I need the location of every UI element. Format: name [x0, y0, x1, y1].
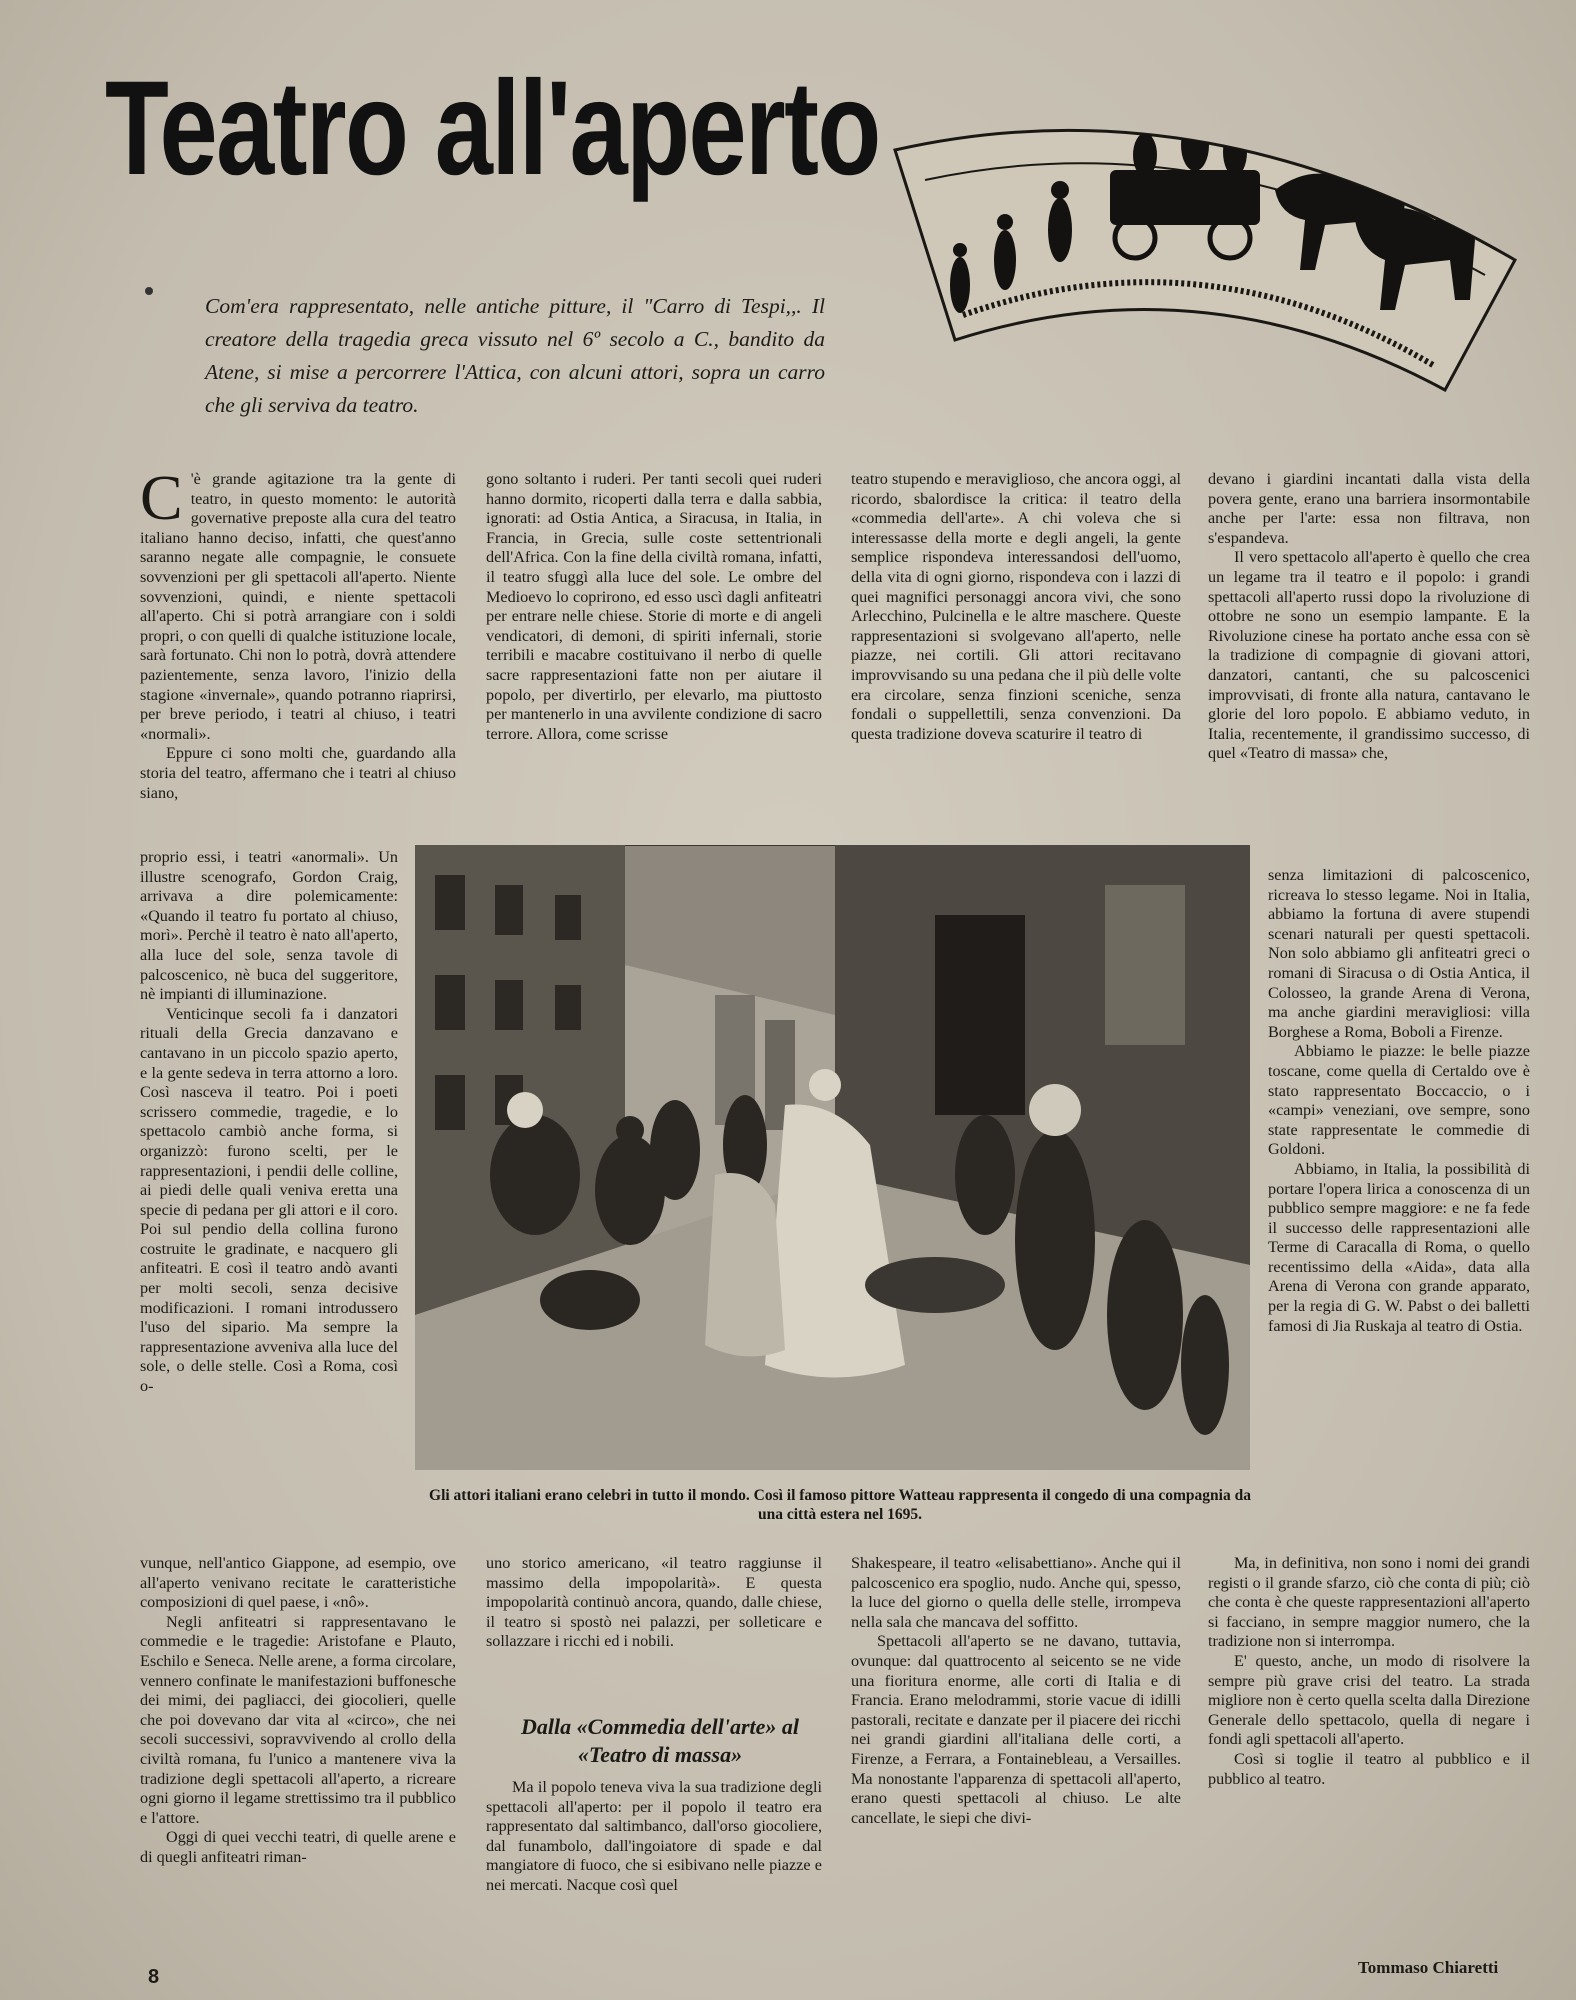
- column-2c: [486, 1778, 822, 1896]
- paragraph: Abbiamo le piazze: le belle piazze toscane, come quella di Certaldo ove è stato rappresentato Boccaccio, o i «campi» veneziani, ove sempre, sono state rappresentate le commedie di Goldoni.: [1268, 1042, 1530, 1159]
- paragraph: Così si toglie il teatro al pubblico e il pubblico al teatro.: [1208, 1749, 1530, 1788]
- column-4b: [1268, 866, 1530, 1336]
- decorative-dot: [145, 287, 153, 295]
- paragraph: senza limitazioni di palcoscenico, ricreava lo stesso legame. Noi in Italia, abbiamo la fortuna di avere stupendi scenari naturali per questi spettacoli. Non solo abbiamo gli anfiteatri greci o romani di Siracusa o di Ostia Antica, il Colosseo, la grande Arena di Verona, ma anche giardini meravigliosi: villa Borghese a Roma, Boboli a Firenze.: [1268, 866, 1530, 1041]
- photo-caption: Gli attori italiani erano celebri in tutto il mondo. Così il famoso pittore Watteau rappresenta il congedo di una compagnia da una città estera nel 1695.: [429, 1487, 1251, 1523]
- paragraph: teatro stupendo e meraviglioso, che ancora oggi, al ricordo, sbalordisce la critica: il teatro della «commedia dell'arte». A chi voleva che si interessasse della morte e degli angeli, la gente semplice rispondeva interessandosi dell'uomo, della vita di ogni giorno, rispondeva con i lazzi di quei magnifici personaggi ancora vivi, che sono Arlecchino, Pulcinella e le altre maschere. Queste rappresentazioni si svolgevano all'aperto, nelle piazze, nei cortili. Gli attori recitavano improvvisando su una pedana che il più delle volte era circolare, senza finzioni sceniche, senza fondali o suppellettili, senza convenzioni. Da questa tradizione doveva scaturire il teatro di: [851, 470, 1181, 743]
- drop-cap: C: [140, 462, 183, 533]
- greek-vase-painting: [885, 110, 1525, 420]
- paragraph: Ma, in definitiva, non sono i nomi dei grandi registi o il grande sfarzo, ciò che conta di più; ciò che conta è che queste rappresentazioni all'aperto si facciano, in sempre maggior numero, che la tradizione non si interrompa.: [1208, 1554, 1530, 1651]
- section-heading: Dalla «Commedia dell'arte» al «Teatro di massa»: [520, 1714, 800, 1767]
- paragraph: devano i giardini incantati dalla vista della povera gente, erano una barriera insormontabile anche per l'arte: essa non filtrava, non s'espandeva.: [1208, 470, 1530, 547]
- column-3: [851, 470, 1181, 744]
- paragraph: Abbiamo, in Italia, la possibilità di portare l'opera lirica a conoscenza di un pubblico sempre maggiore: e ne fa fede il successo delle rappresentazioni alle Terme di Caracalla di Roma, o quello recentissimo della «Aida», data alla Arena di Verona con grande apparato, per la regia di G. W. Pabst o dei balletti famosi di Jia Ruskaja al teatro di Ostia.: [1268, 1159, 1530, 1335]
- paragraph: Venticinque secoli fa i danzatori rituali della Grecia danzavano e cantavano in un piccolo spazio aperto, e la gente sedeva in terra attorno a loro. Così nasceva il teatro. Poi i poeti scrissero commedie, tragedie, e lo spettacolo cambiò anche forma, si organizzò: furono scelti, per le rappresentazioni, i pendii delle colline, ai piedi delle quali veniva eretta una specie di pedana per gli attori e il coro. Poi sul pendio della collina furono costruite le gradinate, e nacquero gli anfiteatri. E così il teatro andò avanti per molti secoli, senza decisive modificazioni. I romani introdussero l'uso del sipario. Ma sempre la rappresentazione avveniva alla luce del sole, o delle stelle. Così a Roma, così o-: [140, 1004, 398, 1396]
- paragraph: Negli anfiteatri si rappresentavano le commedie e le tragedie: Aristofane e Plauto, Eschilo e Seneca. Nelle arene, a forma circolare, vennero confinate le manifestazioni buffonesche dei mimi, dei pagliacci, dei giocolieri, quelle che poi dovevano dar vita al «circo», che nei secoli successivi, sopravvivendo al crollo della civiltà romana, fu l'unico a mantenere viva la tradizione degli spettacoli all'aperto, a ricreare ogni giorno il legame strettissimo tra il pubblico e l'attore.: [140, 1612, 456, 1827]
- article-subtitle: Com'era rappresentato, nelle antiche pitture, il "Carro di Tespi,,. Il creatore della tragedia greca vissuto nel 6º secolo a C., bandito da Atene, si mise a percorrere l'Attica, con alcuni attori, sopra un carro che gli serviva da teatro.: [205, 294, 825, 417]
- paragraph: vunque, nell'antico Giappone, ad esempio, ove all'aperto venivano recitate le caratteristiche composizioni di quel paese, i «nô».: [140, 1554, 456, 1612]
- paragraph: Ma il popolo teneva viva la sua tradizione degli spettacoli all'aperto: per il popolo il teatro era rappresentato dal saltimbanco, dall'orso giocoliere, dal funambolo, dall'ingoiatore di spade e dal mangiatore di fuoco, che si esibivano nelle piazze e nei mercati. Nacque così quel: [486, 1778, 822, 1894]
- author-byline: Tommaso Chiaretti: [1358, 1958, 1499, 1977]
- column-2: [486, 470, 822, 744]
- column-1c: [140, 1554, 456, 1868]
- column-4c: [1208, 1554, 1530, 1789]
- paragraph: uno storico americano, «il teatro raggiunse il massimo della impopolarità». E questa impopolarità continuò ancora, quando, dalle chiese, il teatro si spostò nei palazzi, per solleticare e sollazzare i ricchi ed i nobili.: [486, 1554, 822, 1651]
- column-1b: [140, 848, 398, 1397]
- column-1: [140, 462, 456, 803]
- column-2b: [486, 1554, 822, 1652]
- page-number: 8: [148, 1966, 160, 1988]
- paragraph: proprio essi, i teatri «anormali». Un illustre scenografo, Gordon Craig, arrivava a dire polemicamente: «Quando il teatro fu portato al chiuso, morì». Perchè il teatro è nato all'aperto, alla luce del sole, senza tavole di palcoscenico, nè buca del suggeritore, nè impianti di illuminazione.: [140, 848, 398, 1004]
- paragraph: Shakespeare, il teatro «elisabettiano». Anche qui il palcoscenico era spoglio, nudo. Anche qui, spesso, la luce del giorno o quella delle stelle, irrompeva nella sala che mancava del soffitto.: [851, 1554, 1181, 1631]
- paragraph: E' questo, anche, un modo di risolvere la sempre più grave crisi del teatro. La strada migliore non è certo quella scelta dalla Direzione Generale dello spettacolo, quella di negare i fondi agli spettacoli all'aperto.: [1208, 1651, 1530, 1749]
- paragraph: Oggi di quei vecchi teatri, di quelle arene e di quegli anfiteatri riman-: [140, 1828, 456, 1866]
- paragraph: Spettacoli all'aperto se ne davano, tuttavia, ovunque: dal quattrocento al seicento se ne vide una fioritura enorme, alle corti di Italia e di Francia. Erano melodrammi, storie vacue di idilli pastorali, recitate e danzate per il piacere dei ricchi nei grandi giardini all'italiana delle corti, a Firenze, a Ferrara, a Fontainebleau, a Versailles. Ma nonostante l'apparenza di spettacoli all'aperto, erano questi spettacoli al chiuso. Le alte cancellate, le siepi che divi-: [851, 1632, 1181, 1827]
- article-title: Teatro all'aperto: [105, 54, 880, 203]
- watteau-engraving-photo: [415, 845, 1250, 1470]
- paragraph: Eppure ci sono molti che, guardando alla storia del teatro, affermano che i teatri al chiuso siano,: [140, 744, 456, 802]
- paragraph: 'è grande agitazione tra la gente di teatro, in questo momento: le autorità governative preposte alla cura del teatro italiano hanno deciso, infatti, che quest'anno saranno negate alle compagnie, le consuete sovvenzioni per gli spettacoli all'aperto. Niente sovvenzioni, quindi, e niente spettacoli all'aperto. Chi si potrà arrangiare con i soldi propri, o con quelli di qualche istituzione locale, sarà fortunato. Chi non lo potrà, dovrà attendere pazientemente, senza lavoro, l'inizio della stagione «invernale», quando potranno riaprirsi, per breve periodo, i teatri al chiuso, i teatri «normali».: [140, 470, 456, 743]
- paragraph: Il vero spettacolo all'aperto è quello che crea un legame tra il teatro e il popolo: i grandi spettacoli all'aperto russi dopo la rivoluzione di ottobre ne sono un esempio lampante. E la Rivoluzione cinese ha portato anche essa con sè la tradizione di compagnie di giovani attori, danzatori, cantanti, che su palcoscenici improvvisati, di fronte alla natura, cantavano le glorie del loro popolo. E abbiamo veduto, in Italia, recentemente, il grandissimo successo, di quel «Teatro di massa» che,: [1208, 548, 1530, 763]
- column-3b: [851, 1554, 1181, 1828]
- column-4: [1208, 470, 1530, 764]
- paragraph: gono soltanto i ruderi. Per tanti secoli quei ruderi hanno dormito, ricoperti dalla terra e dalla sabbia, ignorati: ad Ostia Antica, a Siracusa, in Italia, in Francia, in Grecia, sulle coste settentrionali dell'Africa. Con la fine della civiltà romana, infatti, il teatro sfuggì alla luce del sole. Le ombre del Medioevo lo coprirono, ed esso uscì dagli anfiteatri per entrare nelle chiese. Storie di morte e di angeli vendicatori, di demoni, di spiriti infernali, storie terribili e macabre costituivano il nerbo di quelle sacre rappresentazioni fatte non per aiutare il popolo, per divertirlo, per elevarlo, ma piuttosto per mantenerlo in una avvilente condizione di sacro terrore. Allora, come scrisse: [486, 470, 822, 743]
